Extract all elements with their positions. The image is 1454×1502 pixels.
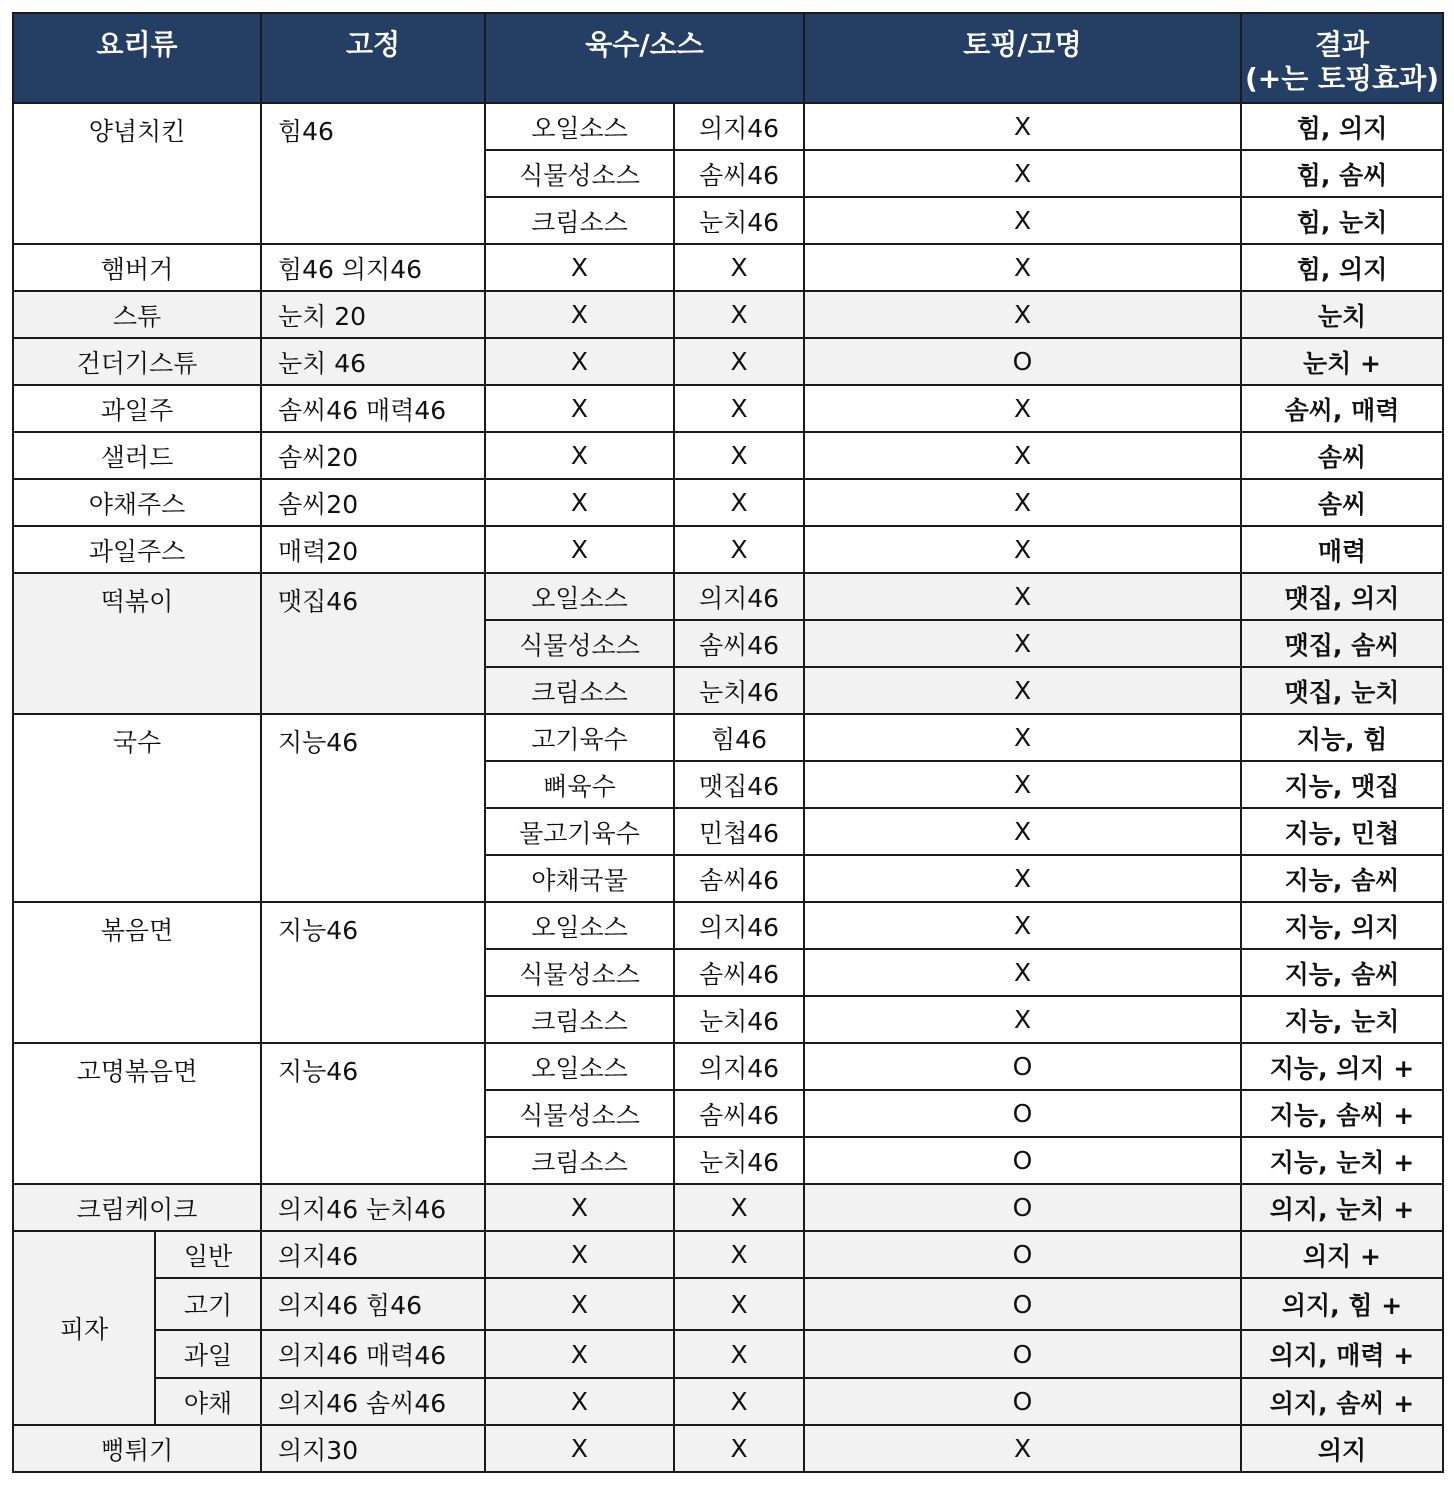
- topping-cell: X: [804, 479, 1241, 526]
- fixed-cell: 맷집46: [261, 573, 485, 714]
- dish-cell: 떡볶이: [13, 573, 261, 714]
- topping-cell: X: [804, 949, 1241, 996]
- stat-cell: X: [674, 338, 804, 385]
- table-row: [13, 432, 1443, 479]
- table-row: [13, 244, 1443, 291]
- dish-cell: 양념치킨: [13, 103, 261, 244]
- table-row: [13, 526, 1443, 573]
- result-cell: 지능, 의지 +: [1241, 1043, 1443, 1090]
- table-row: [13, 1330, 1443, 1378]
- header-row: [13, 13, 1443, 103]
- topping-cell: X: [804, 808, 1241, 855]
- stat-cell: X: [674, 1330, 804, 1378]
- stat-cell: X: [674, 1231, 804, 1278]
- fixed-cell: 의지46 힘46: [261, 1278, 485, 1330]
- stat-cell: 의지46: [674, 902, 804, 949]
- stat-cell: 솜씨46: [674, 620, 804, 667]
- topping-cell: X: [804, 432, 1241, 479]
- header-result-title: 결과: [1314, 28, 1370, 61]
- dish-cell: 국수: [13, 714, 261, 902]
- table-row: [13, 902, 1443, 949]
- result-cell: 힘, 의지: [1241, 103, 1443, 150]
- stat-cell: 힘46: [674, 714, 804, 761]
- stat-cell: X: [674, 385, 804, 432]
- stat-cell: X: [674, 244, 804, 291]
- fixed-cell: 눈치 20: [261, 291, 485, 338]
- header-fixed: 고정: [261, 13, 485, 103]
- topping-cell: X: [804, 761, 1241, 808]
- topping-cell: X: [804, 1425, 1241, 1472]
- fixed-cell: 의지46: [261, 1231, 485, 1278]
- sauce-cell: X: [485, 432, 674, 479]
- table-row: [13, 1278, 1443, 1330]
- topping-cell: X: [804, 244, 1241, 291]
- table-row: [13, 1425, 1443, 1472]
- result-cell: 지능, 민첩: [1241, 808, 1443, 855]
- fixed-cell: 눈치 46: [261, 338, 485, 385]
- dish-cell: 과일주: [13, 385, 261, 432]
- sauce-cell: X: [485, 291, 674, 338]
- sauce-cell: 식물성소스: [485, 949, 674, 996]
- sauce-cell: X: [485, 1184, 674, 1231]
- dish-cell: 뻥튀기: [13, 1425, 261, 1472]
- stat-cell: 의지46: [674, 573, 804, 620]
- topping-cell: O: [804, 1330, 1241, 1378]
- result-cell: 솜씨: [1241, 479, 1443, 526]
- topping-cell: O: [804, 1137, 1241, 1184]
- topping-cell: O: [804, 1184, 1241, 1231]
- sauce-cell: 물고기육수: [485, 808, 674, 855]
- topping-cell: O: [804, 1278, 1241, 1330]
- fixed-cell: 매력20: [261, 526, 485, 573]
- sauce-cell: X: [485, 526, 674, 573]
- table-row: [13, 573, 1443, 620]
- table-row: [13, 103, 1443, 150]
- sauce-cell: X: [485, 338, 674, 385]
- fixed-cell: 솜씨46 매력46: [261, 385, 485, 432]
- stat-cell: 눈치46: [674, 1137, 804, 1184]
- stat-cell: X: [674, 1378, 804, 1425]
- result-cell: 의지 +: [1241, 1231, 1443, 1278]
- result-cell: 지능, 눈치 +: [1241, 1137, 1443, 1184]
- cooking-table: [12, 12, 1444, 1473]
- result-cell: 맷집, 의지: [1241, 573, 1443, 620]
- dish-cell: 고명볶음면: [13, 1043, 261, 1184]
- sauce-cell: X: [485, 1425, 674, 1472]
- topping-cell: X: [804, 385, 1241, 432]
- sauce-cell: X: [485, 1278, 674, 1330]
- sauce-cell: 오일소스: [485, 103, 674, 150]
- stat-cell: X: [674, 1278, 804, 1330]
- sauce-cell: 크림소스: [485, 197, 674, 244]
- fixed-cell: 의지30: [261, 1425, 485, 1472]
- dish-cell: 야채주스: [13, 479, 261, 526]
- result-cell: 의지: [1241, 1425, 1443, 1472]
- fixed-cell: 지능46: [261, 902, 485, 1043]
- result-cell: 지능, 솜씨: [1241, 949, 1443, 996]
- result-cell: 의지, 힘 +: [1241, 1278, 1443, 1330]
- stat-cell: 솜씨46: [674, 855, 804, 902]
- sauce-cell: X: [485, 1378, 674, 1425]
- dish-cell: 피자: [13, 1231, 155, 1425]
- sauce-cell: 식물성소스: [485, 620, 674, 667]
- result-cell: 지능, 솜씨 +: [1241, 1090, 1443, 1137]
- result-cell: 의지, 눈치 +: [1241, 1184, 1443, 1231]
- dish-cell: 샐러드: [13, 432, 261, 479]
- stat-cell: 민첩46: [674, 808, 804, 855]
- dish-cell: 볶음면: [13, 902, 261, 1043]
- stat-cell: 솜씨46: [674, 949, 804, 996]
- header-result: [1241, 13, 1443, 103]
- header-topping: 토핑/고명: [804, 13, 1241, 103]
- stat-cell: X: [674, 432, 804, 479]
- sauce-cell: 크림소스: [485, 667, 674, 714]
- topping-cell: X: [804, 714, 1241, 761]
- fixed-cell: 의지46 눈치46: [261, 1184, 485, 1231]
- dish-cell: 과일주스: [13, 526, 261, 573]
- result-cell: 힘, 솜씨: [1241, 150, 1443, 197]
- table-row: [13, 1184, 1443, 1231]
- result-cell: 지능, 솜씨: [1241, 855, 1443, 902]
- topping-cell: X: [804, 855, 1241, 902]
- stat-cell: 의지46: [674, 1043, 804, 1090]
- stat-cell: X: [674, 526, 804, 573]
- dish-cell: 스튜: [13, 291, 261, 338]
- result-cell: 힘, 눈치: [1241, 197, 1443, 244]
- topping-cell: O: [804, 1043, 1241, 1090]
- result-cell: 힘, 의지: [1241, 244, 1443, 291]
- fixed-cell: 솜씨20: [261, 432, 485, 479]
- topping-cell: X: [804, 573, 1241, 620]
- stat-cell: 솜씨46: [674, 150, 804, 197]
- table-row: [13, 385, 1443, 432]
- fixed-cell: 의지46 솜씨46: [261, 1378, 485, 1425]
- topping-cell: X: [804, 103, 1241, 150]
- stat-cell: 눈치46: [674, 197, 804, 244]
- sauce-cell: 식물성소스: [485, 1090, 674, 1137]
- result-cell: 지능, 의지: [1241, 902, 1443, 949]
- sauce-cell: 뼈육수: [485, 761, 674, 808]
- table-row: [13, 1378, 1443, 1425]
- topping-cell: X: [804, 902, 1241, 949]
- sauce-cell: 식물성소스: [485, 150, 674, 197]
- table-row: [13, 714, 1443, 761]
- sauce-cell: X: [485, 244, 674, 291]
- pizza-variant-cell: 야채: [155, 1378, 261, 1425]
- fixed-cell: 힘46 의지46: [261, 244, 485, 291]
- sauce-cell: 야채국물: [485, 855, 674, 902]
- stat-cell: X: [674, 1425, 804, 1472]
- header-result-note: (+는 토핑효과): [1244, 62, 1440, 95]
- stat-cell: X: [674, 479, 804, 526]
- fixed-cell: 솜씨20: [261, 479, 485, 526]
- stat-cell: 맷집46: [674, 761, 804, 808]
- result-cell: 지능, 눈치: [1241, 996, 1443, 1043]
- stat-cell: X: [674, 1184, 804, 1231]
- result-cell: 의지, 솜씨 +: [1241, 1378, 1443, 1425]
- fixed-cell: 지능46: [261, 1043, 485, 1184]
- sauce-cell: 고기육수: [485, 714, 674, 761]
- result-cell: 지능, 맷집: [1241, 761, 1443, 808]
- header-dish: 요리류: [13, 13, 261, 103]
- result-cell: 눈치: [1241, 291, 1443, 338]
- fixed-cell: 지능46: [261, 714, 485, 902]
- topping-cell: X: [804, 150, 1241, 197]
- topping-cell: O: [804, 1090, 1241, 1137]
- result-cell: 지능, 힘: [1241, 714, 1443, 761]
- topping-cell: X: [804, 667, 1241, 714]
- result-cell: 맷집, 눈치: [1241, 667, 1443, 714]
- topping-cell: X: [804, 526, 1241, 573]
- topping-cell: X: [804, 620, 1241, 667]
- stat-cell: 솜씨46: [674, 1090, 804, 1137]
- sauce-cell: X: [485, 1231, 674, 1278]
- result-cell: 솜씨, 매력: [1241, 385, 1443, 432]
- sauce-cell: X: [485, 479, 674, 526]
- result-cell: 매력: [1241, 526, 1443, 573]
- sauce-cell: 오일소스: [485, 1043, 674, 1090]
- result-cell: 의지, 매력 +: [1241, 1330, 1443, 1378]
- topping-cell: O: [804, 1378, 1241, 1425]
- result-cell: 솜씨: [1241, 432, 1443, 479]
- table-body: [13, 103, 1443, 1472]
- topping-cell: O: [804, 338, 1241, 385]
- stat-cell: 의지46: [674, 103, 804, 150]
- header-broth-sauce: 육수/소스: [485, 13, 804, 103]
- sauce-cell: 오일소스: [485, 573, 674, 620]
- fixed-cell: 힘46: [261, 103, 485, 244]
- table-row: [13, 1043, 1443, 1090]
- topping-cell: X: [804, 996, 1241, 1043]
- dish-cell: 크림케이크: [13, 1184, 261, 1231]
- topping-cell: O: [804, 1231, 1241, 1278]
- pizza-variant-cell: 일반: [155, 1231, 261, 1278]
- table-row: [13, 479, 1443, 526]
- result-cell: 맷집, 솜씨: [1241, 620, 1443, 667]
- sauce-cell: X: [485, 1330, 674, 1378]
- dish-cell: 건더기스튜: [13, 338, 261, 385]
- table-row: [13, 338, 1443, 385]
- stat-cell: 눈치46: [674, 996, 804, 1043]
- dish-cell: 햄버거: [13, 244, 261, 291]
- pizza-variant-cell: 과일: [155, 1330, 261, 1378]
- table-row: [13, 1231, 1443, 1278]
- topping-cell: X: [804, 291, 1241, 338]
- pizza-variant-cell: 고기: [155, 1278, 261, 1330]
- topping-cell: X: [804, 197, 1241, 244]
- result-cell: 눈치 +: [1241, 338, 1443, 385]
- sauce-cell: 크림소스: [485, 1137, 674, 1184]
- sauce-cell: 크림소스: [485, 996, 674, 1043]
- stat-cell: 눈치46: [674, 667, 804, 714]
- stat-cell: X: [674, 291, 804, 338]
- table-row: [13, 291, 1443, 338]
- sauce-cell: 오일소스: [485, 902, 674, 949]
- sauce-cell: X: [485, 385, 674, 432]
- fixed-cell: 의지46 매력46: [261, 1330, 485, 1378]
